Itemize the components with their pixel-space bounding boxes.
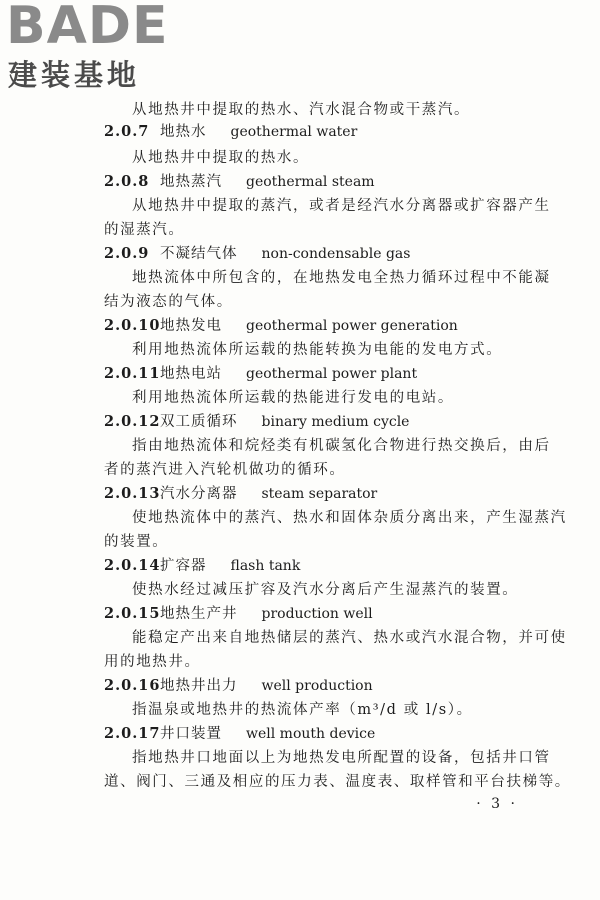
term-heading: [104, 364, 417, 384]
term-heading: [104, 122, 357, 142]
brand-logo: [6, 2, 176, 94]
term-english: well mouth device: [246, 726, 376, 742]
term-number: 2.0.8: [104, 173, 150, 190]
term-chinese: 不凝结气体: [160, 246, 238, 262]
term-number: 2.0.7: [104, 123, 150, 140]
term-chinese: 井口装置: [160, 726, 222, 742]
term-english: steam separator: [261, 486, 378, 502]
term-number: 2.0.15: [104, 605, 161, 622]
term-definition-line: 指温泉或地热井的热流体产率（m³/d 或 l/s）。: [132, 702, 473, 718]
term-number: 2.0.13: [104, 485, 161, 502]
term-chinese: 地热水: [160, 124, 207, 140]
term-chinese: 地热发电: [160, 318, 222, 334]
term-definition-line: 指地热井口地面以上为地热发电所配置的设备，包括井口管: [132, 750, 551, 766]
term-definition-line: 能稳定产出来自地热储层的蒸汽、热水或汽水混合物，并可使: [132, 630, 567, 646]
term-number: 2.0.17: [104, 725, 161, 742]
term-number: 2.0.10: [104, 317, 161, 334]
term-heading: [104, 484, 377, 504]
term-heading: [104, 676, 373, 696]
logo-wordmark: BADE: [6, 0, 169, 56]
term-definition-line: 使热水经过减压扩容及汽水分离后产生湿蒸汽的装置。: [132, 582, 519, 598]
term-heading: [104, 604, 373, 624]
term-heading: [104, 724, 375, 744]
term-definition-line: 道、阀门、三通及相应的压力表、温度表、取样管和平台扶梯等。: [104, 774, 571, 790]
term-number: 2.0.9: [104, 245, 150, 262]
term-english: binary medium cycle: [261, 414, 410, 430]
term-definition-line: 从地热井中提取的热水。: [132, 150, 310, 166]
term-english: geothermal power generation: [246, 318, 458, 334]
term-definition-line: 者的蒸汽进入汽轮机做功的循环。: [104, 462, 346, 478]
term-chinese: 汽水分离器: [160, 486, 238, 502]
term-definition-line: 指由地热流体和烷烃类有机碳氢化合物进行热交换后，由后: [132, 438, 551, 454]
term-heading: [104, 172, 375, 192]
term-english: production well: [261, 606, 373, 622]
term-heading: [104, 316, 458, 336]
term-chinese: 扩容器: [160, 558, 207, 574]
term-heading: [104, 556, 300, 576]
term-definition-line: 使地热流体中的蒸汽、热水和固体杂质分离出来，产生湿蒸汽: [132, 510, 567, 526]
term-definition-line: 结为液态的气体。: [104, 294, 233, 310]
term-chinese: 地热蒸汽: [160, 174, 222, 190]
term-number: 2.0.11: [104, 365, 161, 382]
term-chinese: 地热生产井: [160, 606, 238, 622]
term-heading: [104, 244, 410, 264]
term-definition-line: 利用地热流体所运载的热能进行发电的电站。: [132, 390, 454, 406]
term-english: flash tank: [230, 558, 301, 574]
term-english: well production: [261, 678, 373, 694]
lead-paragraph: 从地热井中提取的热水、汽水混合物或干蒸汽。: [132, 102, 471, 118]
page-number: · 3 ·: [476, 796, 518, 812]
term-definition-line: 从地热井中提取的蒸汽，或者是经汽水分离器或扩容器产生: [132, 198, 551, 214]
term-english: geothermal steam: [246, 174, 375, 190]
term-english: non-condensable gas: [261, 246, 411, 262]
logo-subtitle: 建装基地: [8, 58, 141, 92]
term-english: geothermal power plant: [246, 366, 418, 382]
term-definition-line: 地热流体中所包含的，在地热发电全热力循环过程中不能凝: [132, 270, 551, 286]
term-number: 2.0.16: [104, 677, 161, 694]
term-chinese: 地热井出力: [160, 678, 238, 694]
term-definition-line: 的湿蒸汽。: [104, 222, 185, 238]
term-english: geothermal water: [230, 124, 358, 140]
term-definition-line: 利用地热流体所运载的热能转换为电能的发电方式。: [132, 342, 503, 358]
term-definition-line: 用的地热井。: [104, 654, 201, 670]
term-chinese: 双工质循环: [160, 414, 238, 430]
term-number: 2.0.14: [104, 557, 161, 574]
term-heading: [104, 412, 409, 432]
term-chinese: 地热电站: [160, 366, 222, 382]
term-number: 2.0.12: [104, 413, 161, 430]
term-definition-line: 的装置。: [104, 534, 169, 550]
